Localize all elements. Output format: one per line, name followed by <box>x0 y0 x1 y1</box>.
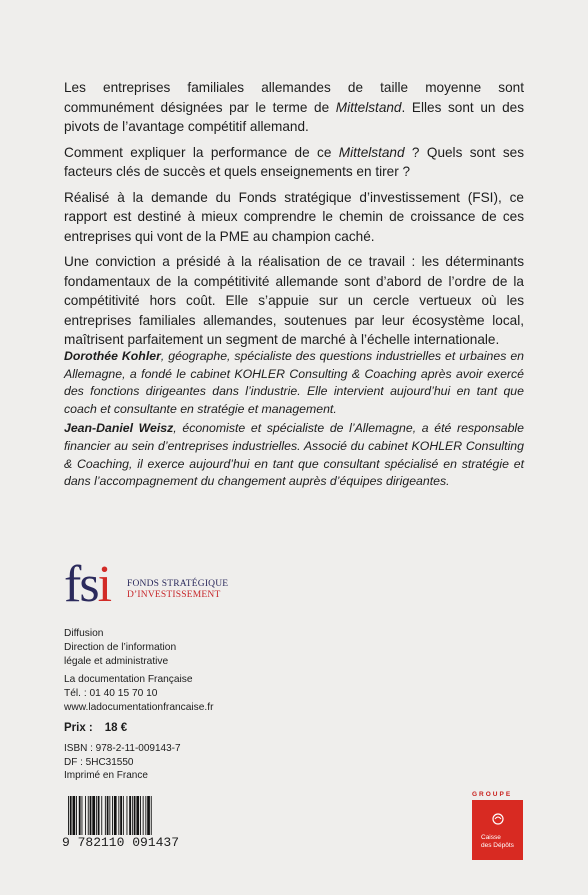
author-name: Jean-Daniel Weisz <box>64 421 174 436</box>
fsi-logo <box>64 556 244 613</box>
author-bios <box>64 348 524 493</box>
publisher-name: La documentation Française <box>64 674 193 685</box>
groupe-label: GROUPE <box>472 791 513 798</box>
df-line: DF : 5HC31550 <box>64 756 134 768</box>
fsi-logo-mark: fsi <box>64 556 111 613</box>
diffusion-line: Direction de l’information <box>64 642 177 653</box>
author-bio: Jean-Daniel Weisz, économiste et spécialiste de l’Allemagne, a été responsable financier au sein d’entreprises industrielles. Associé du cabinet KOHLER Consulting & Coaching, il exerce aujourd’hui en tant que consultant spécialisé en stratégie et dans l’accompagnement du changement auprès d’équipes dirigeantes. <box>64 421 524 489</box>
isbn-info <box>64 742 284 783</box>
publisher-website: www.ladocumentationfrancaise.fr <box>64 702 214 713</box>
diffusion-line: Diffusion <box>64 628 104 639</box>
description-paragraph: Comment expliquer la performance de ce Mittelstand ? Quels sont ses facteurs clés de succès et quels enseignements en tirer ? <box>64 144 525 179</box>
price: Prix : 18 € <box>64 722 128 734</box>
publisher-phone: Tél. : 01 40 15 70 10 <box>64 688 158 699</box>
fsi-logo-text: FONDS STRATÉGIQUE D’INVESTISSEMENT <box>127 579 229 600</box>
barcode-number: 9 782110 091437 <box>62 835 180 850</box>
caisse-des-depots-logo: Caisse des Dépôts <box>472 800 523 860</box>
diffusion-line: légale et administrative <box>64 656 169 667</box>
isbn-line: ISBN : 978-2-11-009143-7 <box>64 743 181 754</box>
cdc-emblem-icon <box>472 800 523 834</box>
diffusion-info <box>64 627 324 715</box>
printed-line: Imprimé en France <box>64 770 148 782</box>
description-paragraph: Une conviction a présidé à la réalisation de ce travail : les déterminants fondamentaux de la compétitivité allemande sont d’abord de l’ordre de la compétitivité hors coût. Elle s’appuie sur un cercle vertueux où les entreprises familiales allemandes, soutenues par leur écosystème local, maîtrisent parfaitement un segment de marché à l’échelle internationale. <box>64 254 524 347</box>
author-bio: Dorothée Kohler, géographe, spécialiste des questions industrielles et urbaines en Allemagne, a fondé le cabinet KOHLER Consulting & Coaching après avoir exercé des fonctions dirigeantes dans l’industrie. Elle intervient aujourd’hui en tant que coach et consultante en stratégie et management. <box>64 349 524 416</box>
author-name: Dorothée Kohler <box>64 349 161 363</box>
book-description <box>64 78 524 356</box>
description-paragraph: Les entreprises familiales allemandes de taille moyenne sont communément désignées par le terme de Mittelstand. Elles sont un des pivots de l’avantage compétitif allemand. <box>64 80 524 134</box>
description-paragraph: Réalisé à la demande du Fonds stratégique d’investissement (FSI), ce rapport est destiné à mieux comprendre le chemin de croissance de ces entreprises qui vont de la PME au champion caché. <box>64 189 524 244</box>
